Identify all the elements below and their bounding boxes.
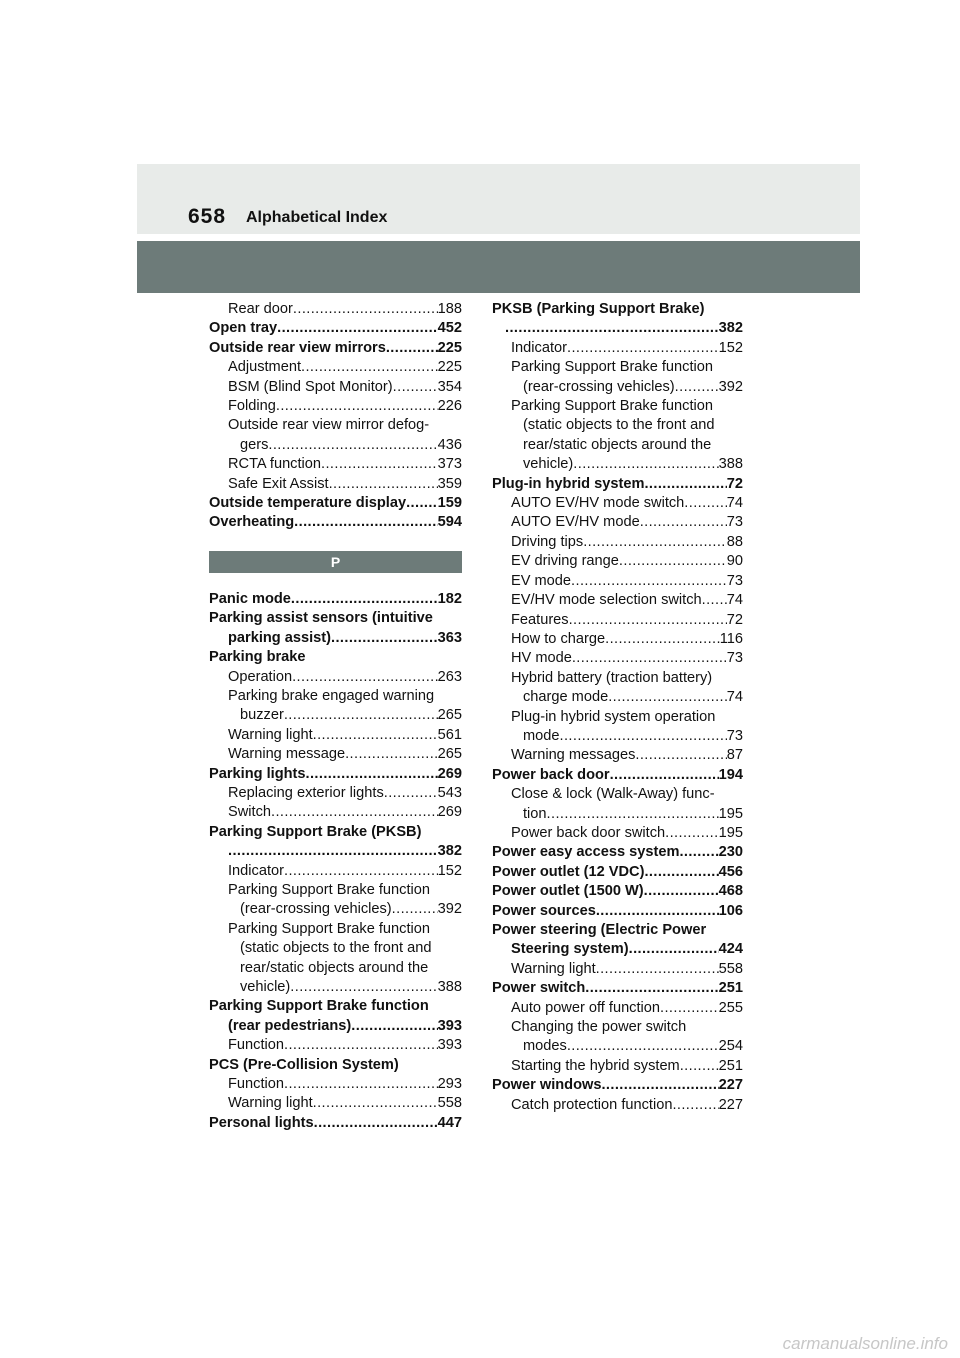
index-subentry-cont: modes ..... 254 — [492, 1037, 743, 1056]
index-subentry: Features ..... 72 — [492, 611, 743, 630]
index-subentry: Warning message ..... 265 — [209, 745, 462, 764]
index-entry-cont: ..... 382 — [492, 319, 743, 338]
index-subentry-cont: buzzer ..... 265 — [209, 706, 462, 725]
index-subentry: BSM (Blind Spot Monitor) ..... 354 — [209, 378, 462, 397]
index-subentry-cont: gers ..... 436 — [209, 436, 462, 455]
index-subentry: Catch protection function ..... 227 — [492, 1096, 743, 1115]
index-entry: Panic mode ..... 182 — [209, 590, 462, 609]
index-entry: Power easy access system ..... 230 — [492, 843, 743, 862]
index-entry: Power windows ..... 227 — [492, 1076, 743, 1095]
index-entry-cont: parking assist) ..... 363 — [209, 629, 462, 648]
index-entry-line: PKSB (Parking Support Brake) — [492, 301, 705, 317]
index-entry-cont: Steering system) ..... 424 — [492, 940, 743, 959]
letter-divider-p: P — [209, 551, 462, 573]
index-subentry: Adjustment ..... 225 — [209, 358, 462, 377]
index-subentry-line: Changing the power switch — [511, 1019, 687, 1036]
index-subentry: Starting the hybrid system ..... 251 — [492, 1057, 743, 1076]
index-subentry: EV mode ..... 73 — [492, 572, 743, 591]
index-subentry-cont: vehicle) ..... 388 — [492, 455, 743, 474]
index-subentry-line: Parking brake engaged warning — [228, 687, 435, 704]
index-subentry: Operation ..... 263 — [209, 668, 462, 687]
index-subentry: Warning messages ..... 87 — [492, 746, 743, 765]
index-subentry: How to charge ..... 116 — [492, 630, 743, 649]
index-subentry-line: Close & lock (Walk-Away) func- — [511, 786, 715, 803]
index-subentry-line: Parking Support Brake function — [511, 359, 713, 376]
index-subentry-line: (static objects to the front and — [523, 417, 715, 434]
index-entry: Personal lights ..... 447 — [209, 1114, 462, 1133]
index-entry: Open tray ..... 452 — [209, 319, 462, 338]
index-entry: Outside rear view mirrors ..... 225 — [209, 339, 462, 358]
watermark-text: carmanualsonline.info — [782, 1334, 948, 1353]
index-column-left — [209, 300, 462, 1133]
index-subentry-line: Hybrid battery (traction battery) — [511, 669, 713, 686]
index-subentry: Warning light ..... 558 — [209, 1094, 462, 1113]
index-column-right — [492, 300, 743, 1115]
page-number: 658 — [188, 205, 227, 228]
index-subentry-line: Parking Support Brake function — [511, 398, 713, 415]
index-entry: Power back door ..... 194 — [492, 766, 743, 785]
section-title: Alphabetical Index — [246, 209, 388, 226]
index-subentry: Warning light ..... 561 — [209, 726, 462, 745]
index-subentry-line: Parking Support Brake function — [228, 920, 430, 937]
index-subentry: Power back door switch ..... 195 — [492, 824, 743, 843]
index-entry: Power sources ..... 106 — [492, 902, 743, 921]
index-subentry-cont: vehicle) ..... 388 — [209, 978, 462, 997]
index-entry-line: Parking assist sensors (intuitive — [209, 610, 433, 627]
index-subentry: Indicator ..... 152 — [492, 339, 743, 358]
index-subentry: EV/HV mode selection switch ..... 74 — [492, 591, 743, 610]
index-subentry: Safe Exit Assist ..... 359 — [209, 475, 462, 494]
index-entry-line: Parking Support Brake (PKSB) — [209, 823, 422, 840]
index-entry-line: PCS (Pre-Collision System) — [209, 1056, 399, 1073]
index-entry-line: Parking brake — [209, 649, 306, 666]
index-subentry-line: Parking Support Brake function — [228, 881, 430, 898]
index-subentry: EV driving range ..... 90 — [492, 552, 743, 571]
index-subentry: Warning light ..... 558 — [492, 960, 743, 979]
index-subentry: AUTO EV/HV mode switch ..... 74 — [492, 494, 743, 513]
index-entry-line: Power steering (Electric Power — [492, 922, 707, 938]
index-subentry: Driving tips ..... 88 — [492, 533, 743, 552]
index-entry-cont: ..... 382 — [209, 842, 462, 861]
index-subentry-cont: (rear-crossing vehicles) ..... 392 — [209, 900, 462, 919]
index-entry: Parking lights ..... 269 — [209, 765, 462, 784]
index-subentry: Rear door ..... 188 — [209, 300, 462, 319]
index-subentry-cont: (rear-crossing vehicles) ..... 392 — [492, 378, 743, 397]
index-subentry: AUTO EV/HV mode ..... 73 — [492, 513, 743, 532]
index-subentry-cont: mode ..... 73 — [492, 727, 743, 746]
index-subentry: RCTA function ..... 373 — [209, 455, 462, 474]
index-subentry: Auto power off function ..... 255 — [492, 999, 743, 1018]
index-entry: Power outlet (12 VDC) ..... 456 — [492, 863, 743, 882]
index-entry-line: Parking Support Brake function — [209, 998, 429, 1015]
index-entry-cont: (rear pedestrians) ..... 393 — [209, 1017, 462, 1036]
index-entry: Plug-in hybrid system ..... 72 — [492, 475, 743, 494]
index-entry: Power outlet (1500 W) ..... 468 — [492, 882, 743, 901]
index-entry: Power switch ..... 251 — [492, 979, 743, 998]
index-subentry: Replacing exterior lights ..... 543 — [209, 784, 462, 803]
index-subentry-cont: charge mode ..... 74 — [492, 688, 743, 707]
index-subentry-line: Outside rear view mirror defog- — [228, 417, 430, 434]
index-subentry: Folding ..... 226 — [209, 397, 462, 416]
index-subentry: HV mode ..... 73 — [492, 649, 743, 668]
index-subentry-cont: tion ..... 195 — [492, 805, 743, 824]
index-subentry: Indicator ..... 152 — [209, 862, 462, 881]
index-subentry-line: (static objects to the front and — [240, 940, 432, 957]
index-subentry: Function ..... 293 — [209, 1075, 462, 1094]
index-subentry: Function ..... 393 — [209, 1036, 462, 1055]
index-subentry-line: Plug-in hybrid system operation — [511, 708, 716, 725]
index-subentry-line: rear/static objects around the — [523, 436, 712, 453]
index-entry: Outside temperature display ..... 159 — [209, 494, 462, 513]
index-subentry-line: rear/static objects around the — [240, 959, 429, 976]
header-color-band — [137, 241, 860, 293]
index-entry: Overheating ..... 594 — [209, 513, 462, 532]
index-subentry: Switch ..... 269 — [209, 803, 462, 822]
